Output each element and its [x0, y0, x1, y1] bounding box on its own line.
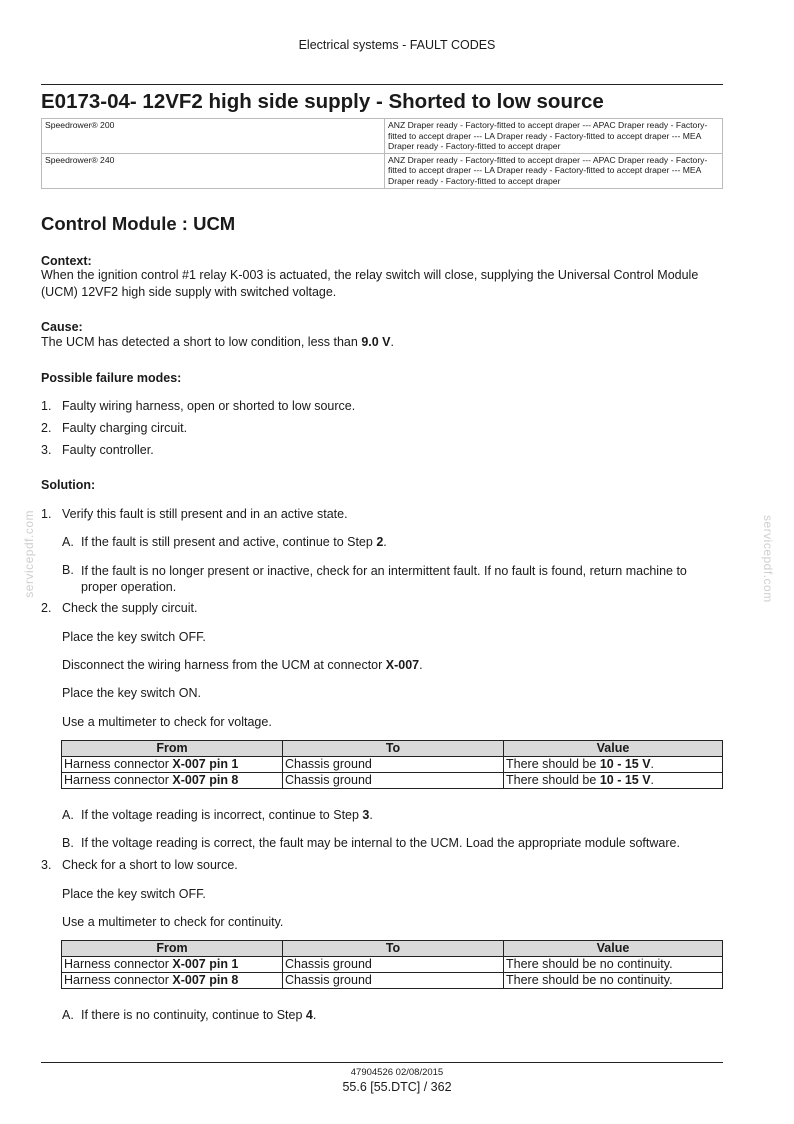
column-header: To	[283, 741, 504, 757]
to-cell: Chassis ground	[283, 773, 504, 789]
configuration-cell: ANZ Draper ready - Factory-fitted to accept draper --- APAC Draper ready - Factory-fitted to accept draper --- LA Draper ready - Factory-fitted to accept draper --- MEA Draper ready - Factory-fitted to accept draper	[385, 153, 723, 188]
failure-modes-label: Possible failure modes:	[41, 371, 182, 385]
model-cell: Speedrower® 240	[42, 153, 385, 188]
step-2-instruction: Place the key switch OFF.	[62, 630, 206, 644]
watermark: servicepdf.com	[22, 510, 36, 598]
context-label: Context:	[41, 254, 92, 268]
column-header: Value	[504, 941, 723, 957]
column-header: To	[283, 941, 504, 957]
from-cell: Harness connector X-007 pin 8	[62, 973, 283, 989]
sub-step-letter: B.	[62, 836, 74, 850]
table-row	[62, 973, 723, 989]
failure-mode-item: Faulty charging circuit.	[62, 421, 188, 435]
step-3a-text: If there is no continuity, continue to Step 4.	[81, 1008, 317, 1022]
column-header: Value	[504, 741, 723, 757]
step-1-text: Verify this fault is still present and in an active state.	[62, 507, 348, 521]
solution-label: Solution:	[41, 478, 96, 492]
step-1a-text: If the fault is still present and active, continue to Step 2.	[81, 535, 387, 549]
table-row	[42, 119, 723, 154]
to-cell: Chassis ground	[283, 957, 504, 973]
continuity-check-table	[61, 940, 723, 989]
connector-id: X-007	[385, 658, 420, 672]
model-cell: Speedrower® 200	[42, 119, 385, 154]
step-2-instruction: Place the key switch ON.	[62, 686, 201, 700]
failure-mode-item: Faulty controller.	[62, 443, 154, 457]
step-2-instruction: Disconnect the wiring harness from the UCM at connector X-007.	[62, 658, 423, 672]
sub-step-letter: A.	[62, 808, 74, 822]
table-row	[42, 153, 723, 188]
value-cell: There should be 10 - 15 V.	[504, 773, 723, 789]
step-2b-text: If the voltage reading is correct, the fault may be internal to the UCM. Load the appropriate module software.	[81, 836, 680, 850]
value-cell: There should be no continuity.	[504, 973, 723, 989]
table-header-row	[62, 741, 723, 757]
step-2-text: Check the supply circuit.	[62, 601, 198, 615]
table-row	[62, 773, 723, 789]
list-number: 3.	[41, 858, 52, 872]
step-2a-text: If the voltage reading is incorrect, continue to Step 3.	[81, 808, 373, 822]
value-cell: There should be 10 - 15 V.	[504, 757, 723, 773]
table-row	[62, 957, 723, 973]
applicability-table	[41, 118, 723, 189]
column-header: From	[62, 941, 283, 957]
watermark: servicepdf.com	[761, 515, 775, 603]
list-number: 1.	[41, 399, 52, 413]
value-cell: There should be no continuity.	[504, 957, 723, 973]
step-3-instruction: Use a multimeter to check for continuity.	[62, 915, 284, 929]
voltage-check-table	[61, 740, 723, 789]
from-cell: Harness connector X-007 pin 1	[62, 757, 283, 773]
footer-rule	[41, 1062, 723, 1063]
cause-label: Cause:	[41, 320, 83, 334]
step-2-instruction: Use a multimeter to check for voltage.	[62, 715, 272, 729]
sub-step-letter: A.	[62, 1008, 74, 1022]
step-3-instruction: Place the key switch OFF.	[62, 887, 206, 901]
step-1b-text: If the fault is no longer present or inactive, check for an intermittent fault. If no fault is found, return machine to proper operation.	[81, 564, 687, 594]
cause-threshold: 9.0 V	[361, 335, 391, 349]
module-heading: Control Module : UCM	[41, 213, 236, 234]
document-number: 47904526 02/08/2015	[350, 1067, 444, 1078]
column-header: From	[62, 741, 283, 757]
running-header: Electrical systems - FAULT CODES	[298, 38, 496, 52]
list-number: 2.	[41, 601, 52, 615]
sub-step-letter: A.	[62, 535, 74, 549]
list-number: 2.	[41, 421, 52, 435]
table-header-row	[62, 941, 723, 957]
context-text: When the ignition control #1 relay K-003 is actuated, the relay switch will close, supplying the Universal Control Module (UCM) 12VF2 high side supply with switched voltage.	[41, 268, 699, 299]
from-cell: Harness connector X-007 pin 8	[62, 773, 283, 789]
configuration-cell: ANZ Draper ready - Factory-fitted to accept draper --- APAC Draper ready - Factory-fitted to accept draper --- LA Draper ready - Factory-fitted to accept draper --- MEA Draper ready - Factory-fitted to accept draper	[385, 119, 723, 154]
to-cell: Chassis ground	[283, 757, 504, 773]
failure-mode-item: Faulty wiring harness, open or shorted to low source.	[62, 399, 356, 413]
list-number: 1.	[41, 507, 52, 521]
from-cell: Harness connector X-007 pin 1	[62, 957, 283, 973]
to-cell: Chassis ground	[283, 973, 504, 989]
sub-step-letter: B.	[62, 563, 74, 577]
table-row	[62, 757, 723, 773]
cause-text: The UCM has detected a short to low condition, less than 9.0 V.	[41, 335, 394, 349]
fault-code-title: E0173-04- 12VF2 high side supply - Shorted to low source	[41, 90, 604, 113]
step-3-text: Check for a short to low source.	[62, 858, 238, 872]
page-number: 55.6 [55.DTC] / 362	[342, 1080, 452, 1094]
list-number: 3.	[41, 443, 52, 457]
header-rule	[41, 84, 723, 85]
